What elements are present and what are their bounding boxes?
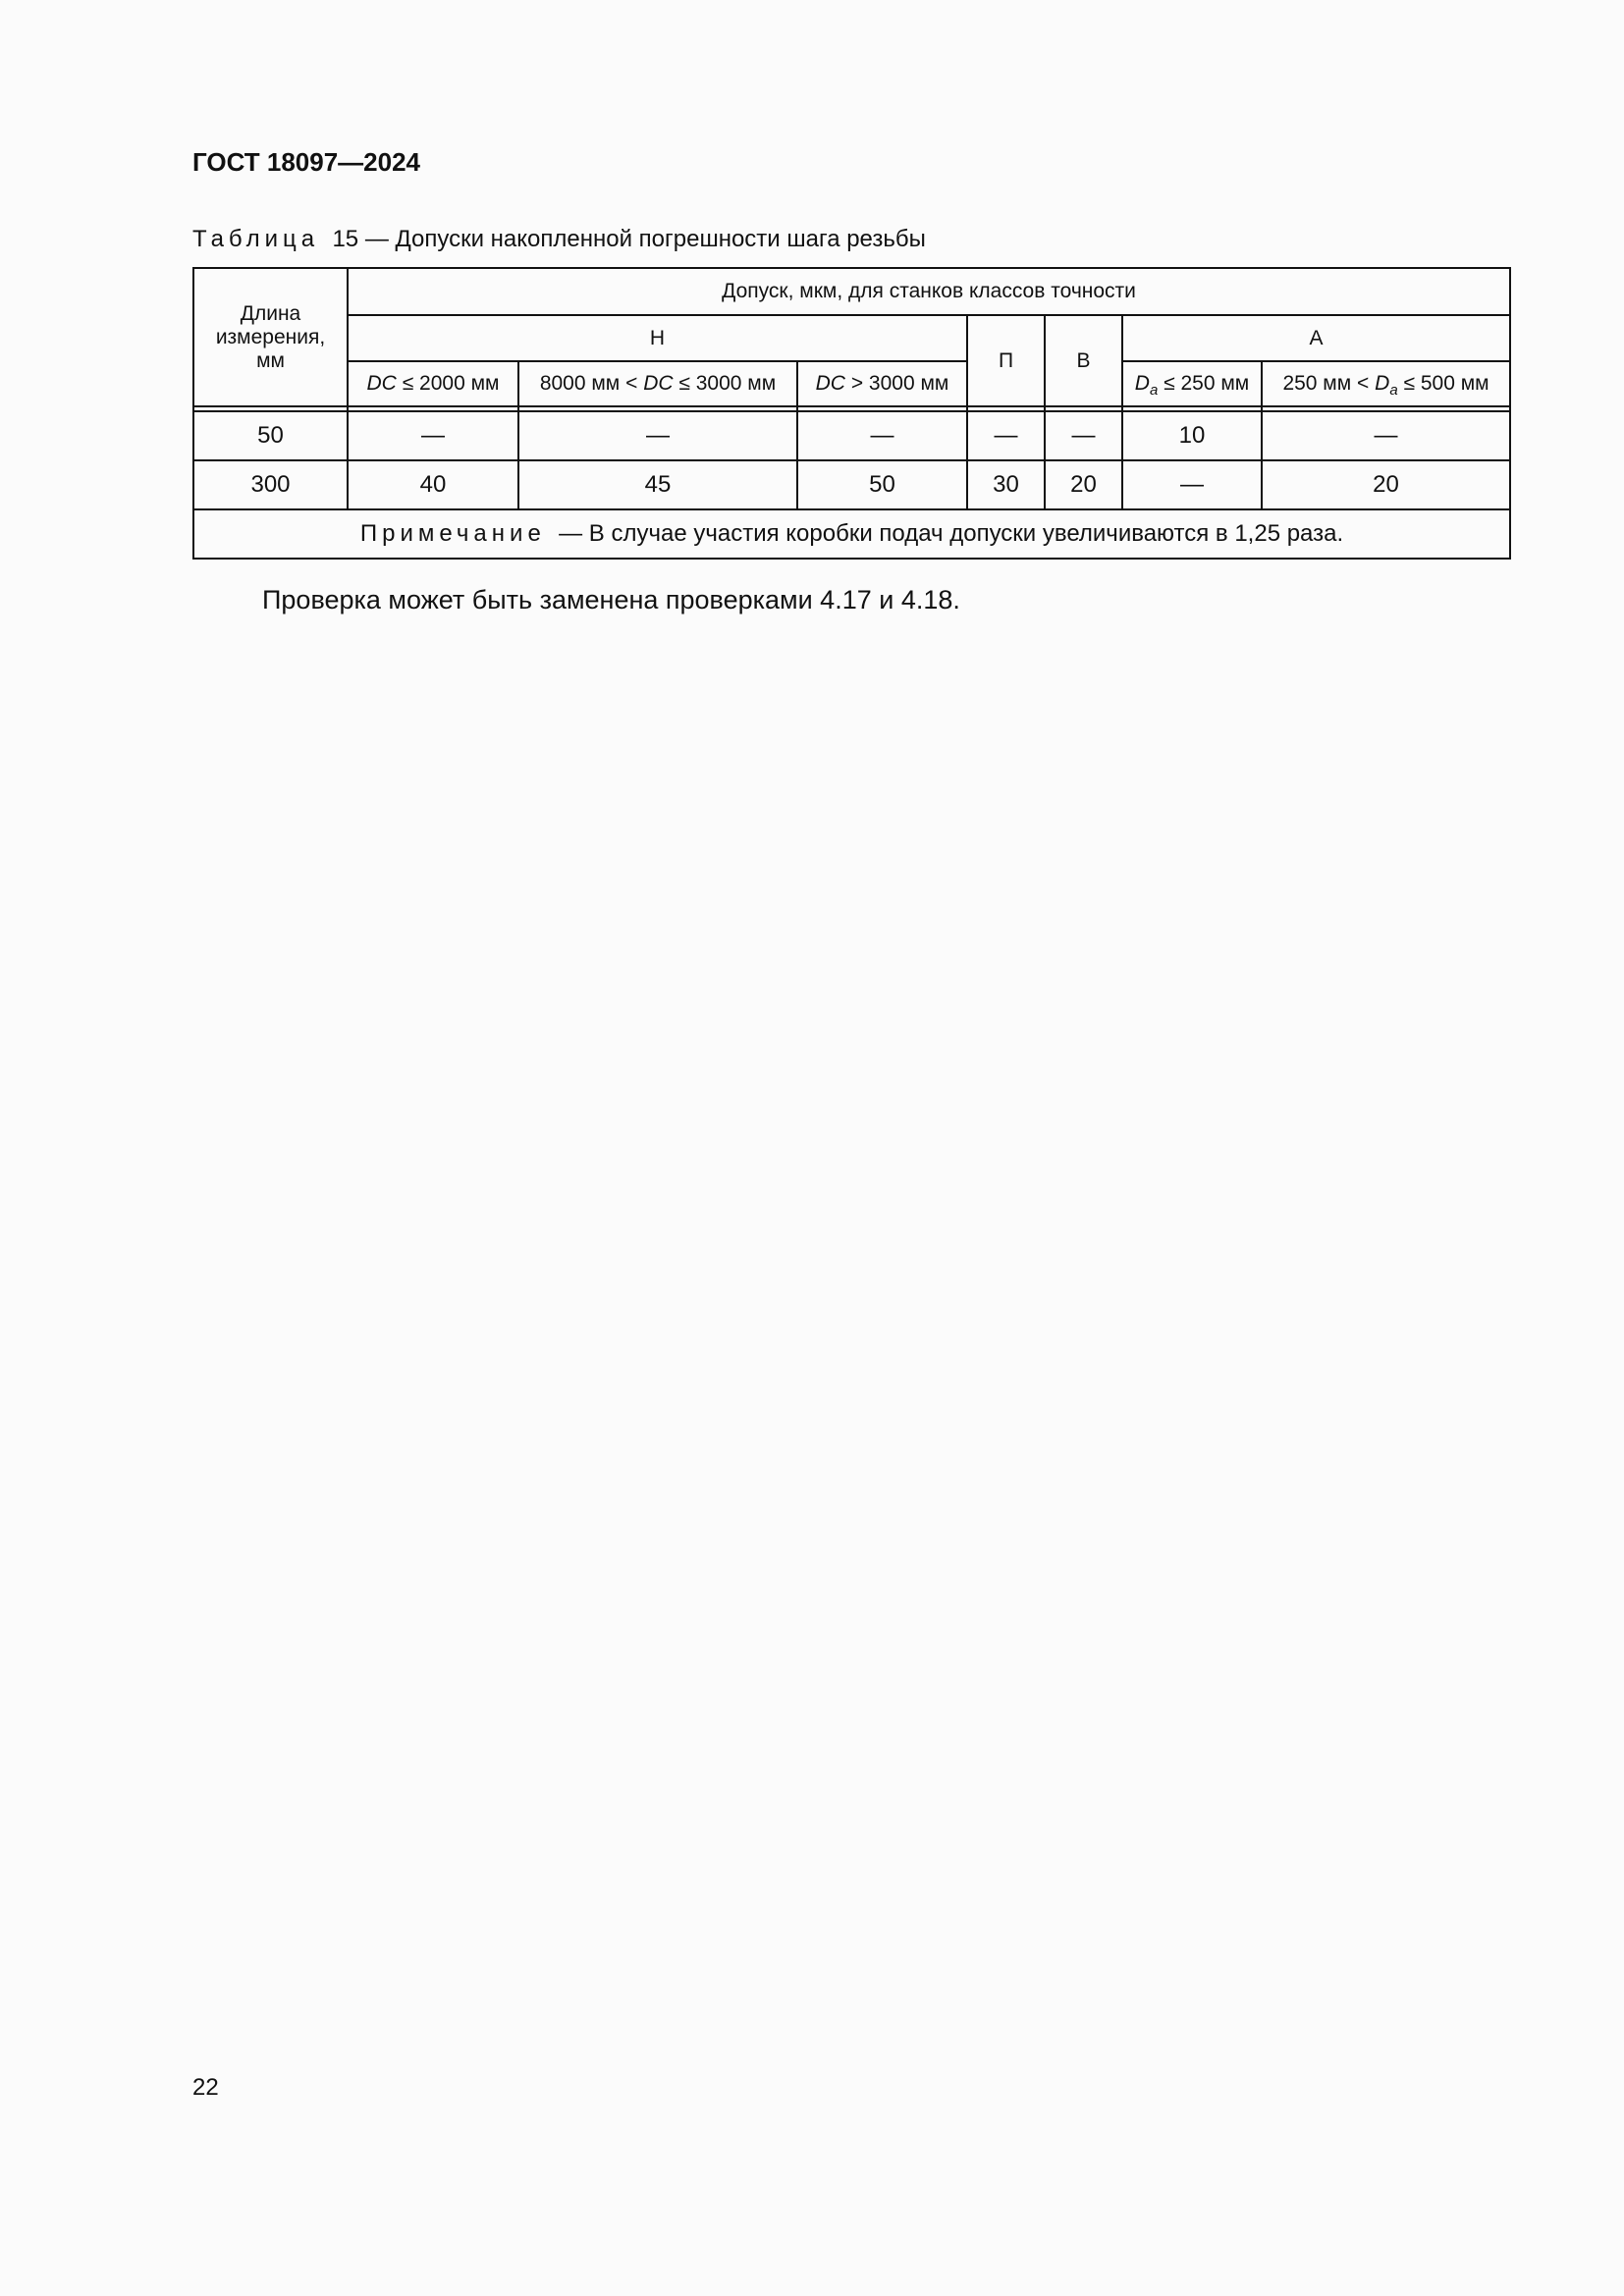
subheader-a2: 250 мм < $D_a \le 500$ мм xyxy=(1262,361,1510,406)
cell: 45 xyxy=(518,460,797,509)
table-row xyxy=(193,460,1510,509)
tolerance-table xyxy=(192,267,1511,560)
header-class-p: П xyxy=(967,315,1045,406)
note-text: — В случае участия коробки подач допуски увеличиваются в 1,25 раза. xyxy=(559,520,1344,547)
note-label: Примечание xyxy=(359,520,546,547)
table-caption xyxy=(192,226,926,253)
header-class-v: В xyxy=(1045,315,1122,406)
page-number: 22 xyxy=(192,2074,219,2101)
table-caption-text: 15 — Допуски накопленной погрешности шага резьбы xyxy=(332,226,926,252)
cell: 50 xyxy=(193,411,348,460)
cell: 300 xyxy=(193,460,348,509)
header-length: Длина измерения, мм xyxy=(193,268,348,406)
cell: 20 xyxy=(1262,460,1510,509)
subheader-h3: DC > 3000 мм xyxy=(797,361,967,406)
cell: 50 xyxy=(797,460,967,509)
cell: 10 xyxy=(1122,411,1262,460)
header-class-a: А xyxy=(1122,315,1510,361)
subheader-a1: $D_a \le 250$ мм xyxy=(1122,361,1262,406)
subheader-h1: DC ≤ 2000 мм xyxy=(348,361,518,406)
cell: — xyxy=(518,411,797,460)
header-group-title: Допуск, мкм, для станков классов точности xyxy=(348,268,1510,315)
cell: — xyxy=(797,411,967,460)
table-note xyxy=(193,509,1510,559)
cell: — xyxy=(348,411,518,460)
subheader-h2: 8000 мм < DC ≤ 3000 мм xyxy=(518,361,797,406)
cell: 30 xyxy=(967,460,1045,509)
cell: 20 xyxy=(1045,460,1122,509)
header-class-h: Н xyxy=(348,315,967,361)
cell: — xyxy=(967,411,1045,460)
document-code: ГОСТ 18097—2024 xyxy=(192,147,420,177)
body-paragraph: Проверка может быть заменена проверками 4.17 и 4.18. xyxy=(262,585,960,614)
table-row xyxy=(193,411,1510,460)
cell: — xyxy=(1262,411,1510,460)
cell: — xyxy=(1045,411,1122,460)
table-caption-label: Таблица xyxy=(192,226,320,252)
cell: 40 xyxy=(348,460,518,509)
cell: — xyxy=(1122,460,1262,509)
